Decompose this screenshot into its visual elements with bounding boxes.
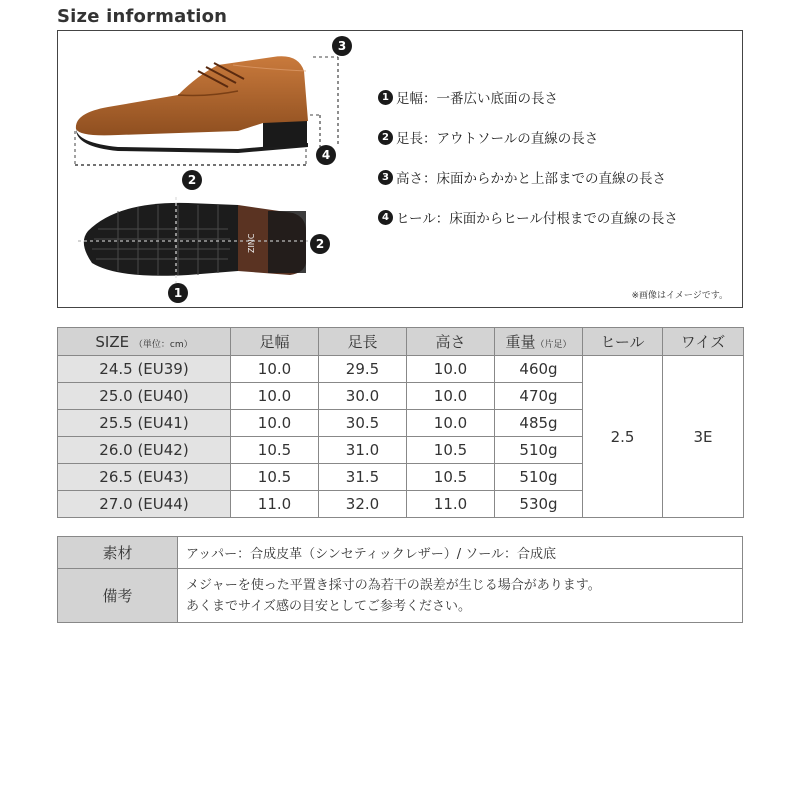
legend-item-length xyxy=(378,127,598,147)
legend-text: 高さ：床面からかかと上部までの直線の長さ xyxy=(396,171,666,187)
length-cell: 32.0 xyxy=(319,491,407,518)
shoe-side-illustration xyxy=(58,31,378,201)
weight-cell: 460g xyxy=(495,356,583,383)
legend-item-width xyxy=(378,87,558,107)
badge-3-height: 3 xyxy=(332,36,352,56)
material-value: アッパー：合成皮革（シンセティックレザー）/ ソール：合成底 xyxy=(178,537,743,569)
remarks-line: メジャーを使った平置き採寸の為若干の誤差が生じる場合があります。 xyxy=(186,577,601,593)
width-cell: 10.0 xyxy=(231,383,319,410)
length-cell: 31.5 xyxy=(319,464,407,491)
length-cell: 29.5 xyxy=(319,356,407,383)
number-3-icon: 3 xyxy=(378,170,393,185)
height-cell: 10.5 xyxy=(407,464,495,491)
remarks-label: 備考 xyxy=(58,569,178,623)
header-heel: ヒール xyxy=(583,328,663,356)
badge-2-sole: 2 xyxy=(310,234,330,254)
width-cell: 10.5 xyxy=(231,437,319,464)
width-cell: 11.0 xyxy=(231,491,319,518)
size-table xyxy=(57,327,744,518)
material-row xyxy=(58,537,743,569)
wise-cell: 3E xyxy=(663,356,744,518)
height-cell: 10.0 xyxy=(407,383,495,410)
height-cell: 11.0 xyxy=(407,491,495,518)
header-wise: ワイズ xyxy=(663,328,744,356)
number-2-icon: 2 xyxy=(378,130,393,145)
header-length: 足長 xyxy=(319,328,407,356)
materials-table xyxy=(57,536,743,623)
diagram-panel xyxy=(57,30,743,308)
length-cell: 31.0 xyxy=(319,437,407,464)
header-size: SIZE （単位：cm） xyxy=(58,328,231,356)
weight-cell: 470g xyxy=(495,383,583,410)
material-label: 素材 xyxy=(58,537,178,569)
sole-brand-label: ZINC xyxy=(247,233,256,253)
width-cell: 10.0 xyxy=(231,410,319,437)
height-cell: 10.0 xyxy=(407,410,495,437)
width-cell: 10.5 xyxy=(231,464,319,491)
table-row xyxy=(58,356,744,383)
length-cell: 30.5 xyxy=(319,410,407,437)
legend-text: 足幅：一番広い底面の長さ xyxy=(396,91,558,107)
size-cell: 25.5 (EU41) xyxy=(58,410,231,437)
remarks-row xyxy=(58,569,743,623)
header-height: 高さ xyxy=(407,328,495,356)
legend-item-height xyxy=(378,167,666,187)
size-cell: 24.5 (EU39) xyxy=(58,356,231,383)
badge-2-length: 2 xyxy=(182,170,202,190)
legend-text: 足長：アウトソールの直線の長さ xyxy=(396,131,599,147)
size-cell: 27.0 (EU44) xyxy=(58,491,231,518)
size-table-header xyxy=(58,328,744,356)
weight-cell: 485g xyxy=(495,410,583,437)
size-cell: 26.0 (EU42) xyxy=(58,437,231,464)
remarks-line: あくまでサイズ感の目安としてご参考ください。 xyxy=(186,598,471,614)
size-cell: 25.0 (EU40) xyxy=(58,383,231,410)
legend-text: ヒール：床面からヒール付根までの直線の長さ xyxy=(396,211,678,227)
legend-item-heel xyxy=(378,207,678,227)
section-title: Size information xyxy=(57,6,228,27)
width-cell: 10.0 xyxy=(231,356,319,383)
badge-4-heel: 4 xyxy=(316,145,336,165)
length-cell: 30.0 xyxy=(319,383,407,410)
height-cell: 10.5 xyxy=(407,437,495,464)
shoe-sole-illustration xyxy=(58,191,378,309)
header-width: 足幅 xyxy=(231,328,319,356)
badge-1-width: 1 xyxy=(168,283,188,303)
remarks-value xyxy=(178,569,743,623)
image-note: ※画像はイメージです。 xyxy=(631,291,728,301)
weight-cell: 510g xyxy=(495,464,583,491)
heel-cell: 2.5 xyxy=(583,356,663,518)
number-1-icon: 1 xyxy=(378,90,393,105)
size-cell: 26.5 (EU43) xyxy=(58,464,231,491)
weight-cell: 510g xyxy=(495,437,583,464)
height-cell: 10.0 xyxy=(407,356,495,383)
weight-cell: 530g xyxy=(495,491,583,518)
header-weight: 重量（片足） xyxy=(495,328,583,356)
number-4-icon: 4 xyxy=(378,210,393,225)
